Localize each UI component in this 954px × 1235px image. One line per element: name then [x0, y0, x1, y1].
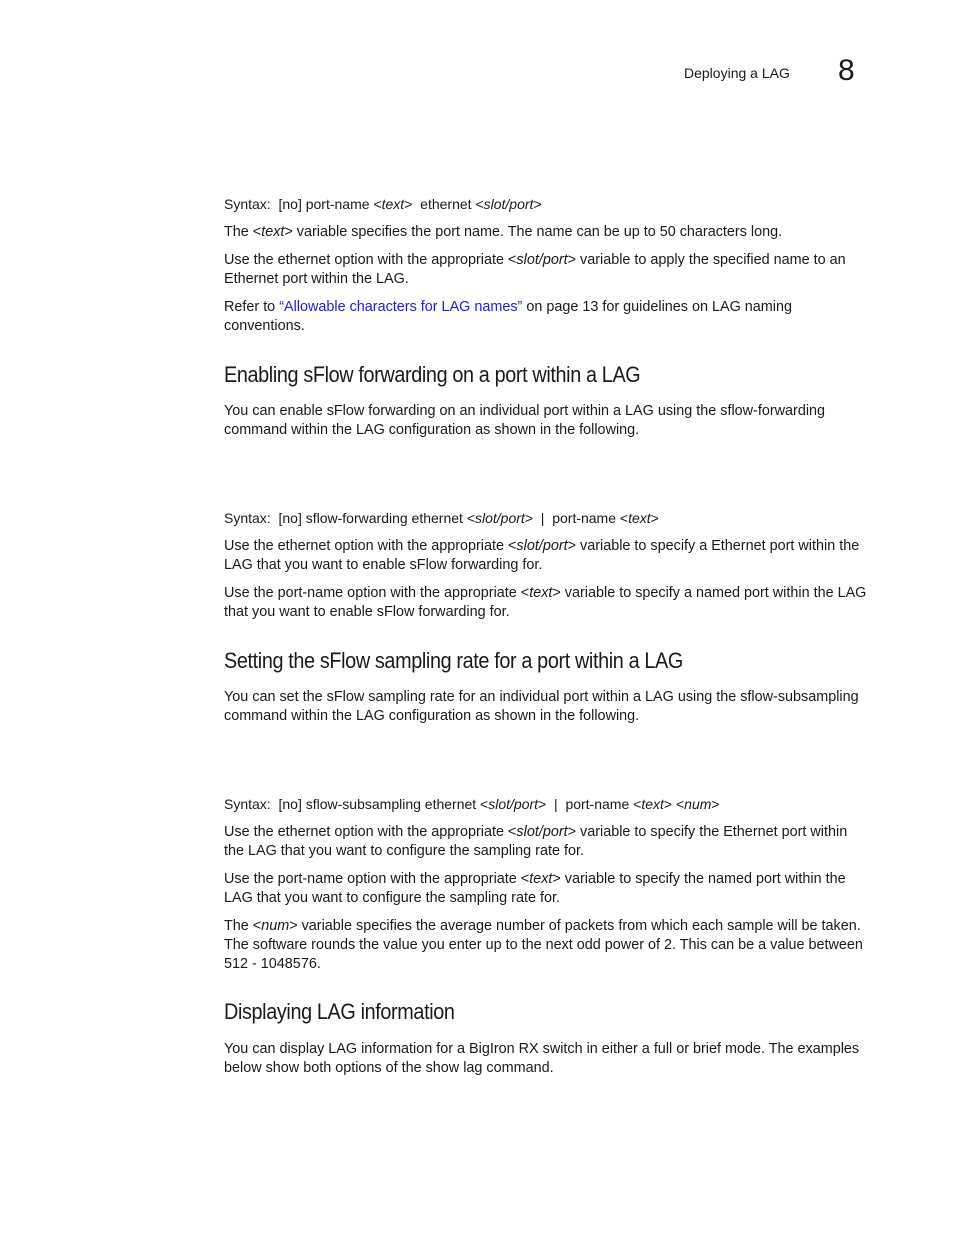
paragraph-text-variable: The <text> variable specifies the port name. The name can be up to 50 characters long.	[224, 224, 783, 240]
paragraph-num-variable: The <num> variable specifies the average number of packets from which each sample will be taken. The software rounds the value you enter up to the next odd power of 2. This can be a value between 512 - 1048576.	[224, 918, 863, 972]
heading-setting-sflow-sampling-rate: Setting the sFlow sampling rate for a port within a LAG	[224, 648, 683, 673]
paragraph-sflow-subsampling-intro: You can set the sFlow sampling rate for an individual port within a LAG using the sflow-subsampling command within the LAG configuration as shown in the following.	[224, 689, 859, 724]
paragraph-show-lag-intro: You can display LAG information for a BigIron RX switch in either a full or brief mode. The examples below show both options of the show lag command.	[224, 1041, 860, 1076]
paragraph-forwarding-port-name-option: Use the port-name option with the appropriate <text> variable to specify a named port within the LAG that you want to enable sFlow forwarding for.	[224, 585, 867, 620]
running-header-title: Deploying a LAG	[684, 65, 790, 81]
chapter-number: 8	[838, 54, 855, 87]
syntax-sflow-forwarding: Syntax: [no] sflow-forwarding ethernet <slot/port> | port-name <text>	[224, 510, 659, 526]
heading-enabling-sflow-forwarding: Enabling sFlow forwarding on a port within a LAG	[224, 362, 641, 387]
paragraph-forwarding-ethernet-option: Use the ethernet option with the appropriate <slot/port> variable to specify a Ethernet port within the LAG that you want to enable sFlow forwarding for.	[224, 538, 860, 573]
paragraph-sflow-forwarding-intro: You can enable sFlow forwarding on an individual port within a LAG using the sflow-forwarding command within the LAG configuration as shown in the following.	[224, 403, 826, 438]
syntax-port-name: Syntax: [no] port-name <text> ethernet <slot/port>	[224, 196, 542, 212]
syntax-sflow-subsampling: Syntax: [no] sflow-subsampling ethernet <slot/port> | port-name <text> <num>	[224, 796, 720, 812]
paragraph-subsampling-ethernet-option: Use the ethernet option with the appropriate <slot/port> variable to specify the Ethernet port within the LAG that you want to configure the sampling rate for.	[224, 824, 848, 859]
heading-displaying-lag-information: Displaying LAG information	[224, 999, 455, 1024]
paragraph-refer-to: Refer to “Allowable characters for LAG names” on page 13 for guidelines on LAG naming conventions.	[224, 299, 792, 334]
paragraph-ethernet-option: Use the ethernet option with the appropriate <slot/port> variable to apply the specified name to an Ethernet port within the LAG.	[224, 252, 846, 287]
paragraph-subsampling-port-name-option: Use the port-name option with the appropriate <text> variable to specify the named port within the LAG that you want to configure the sampling rate for.	[224, 871, 846, 906]
cross-reference-link[interactable]: “Allowable characters for LAG names”	[279, 299, 523, 315]
